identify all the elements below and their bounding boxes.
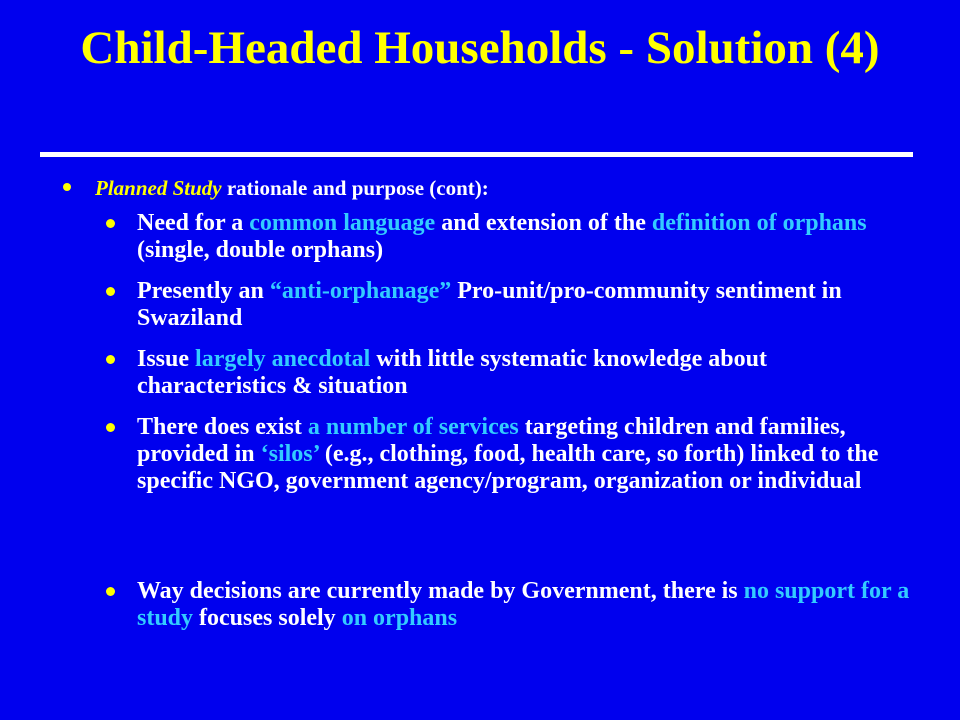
main-bullet-text: rationale and purpose (cont): [221,176,489,200]
main-bullet-italic: Planned Study [95,176,222,200]
slide-title: Child-Headed Households - Solution (4) [80,22,880,74]
bullet-text: and extension of the [435,210,652,236]
bullet-text: There does exist [137,414,308,440]
sub-bullet-services [137,414,917,495]
bullet-highlight: largely anecdotal [195,346,371,372]
title-divider [40,152,913,157]
bullet-text: focuses solely [193,605,342,631]
bullet-icon [106,355,115,364]
bullet-icon [106,287,115,296]
bullet-highlight: ‘silos’ [260,441,319,467]
bullet-text: targeting children and families, provided in [137,414,846,467]
sub-bullet-government [137,578,917,632]
bullet-text: Pro-unit/pro-community sentiment in Swaziland [137,278,842,331]
bullet-text: Way decisions are currently made by Government, there is [137,578,744,604]
bullet-text: (single, double orphans) [137,237,384,263]
bullet-highlight: “anti-orphanage” [269,278,452,304]
bullet-icon [106,587,115,596]
sub-bullet-anecdotal [137,346,917,400]
bullet-highlight: definition of orphans [651,210,867,236]
bullet-text: Issue [137,346,196,372]
sub-bullet-anti-orphanage [137,278,917,332]
bullet-icon [63,183,71,191]
bullet-highlight: common language [249,210,436,236]
bullet-text: (e.g., clothing, food, health care, so forth) linked to the specific NGO, government agency/program, organization or individual [137,441,879,494]
main-bullet [95,174,915,202]
bullet-icon [106,219,115,228]
bullet-highlight: a number of services [307,414,519,440]
bullet-text: Presently an [137,278,270,304]
bullet-text: with little systematic knowledge about characteristics & situation [137,346,767,399]
bullet-icon [106,423,115,432]
bullet-highlight: no support for a study [137,578,910,631]
sub-bullet-common-language [137,210,917,264]
bullet-highlight: on orphans [341,605,458,631]
bullet-text: Need for a [137,210,250,236]
